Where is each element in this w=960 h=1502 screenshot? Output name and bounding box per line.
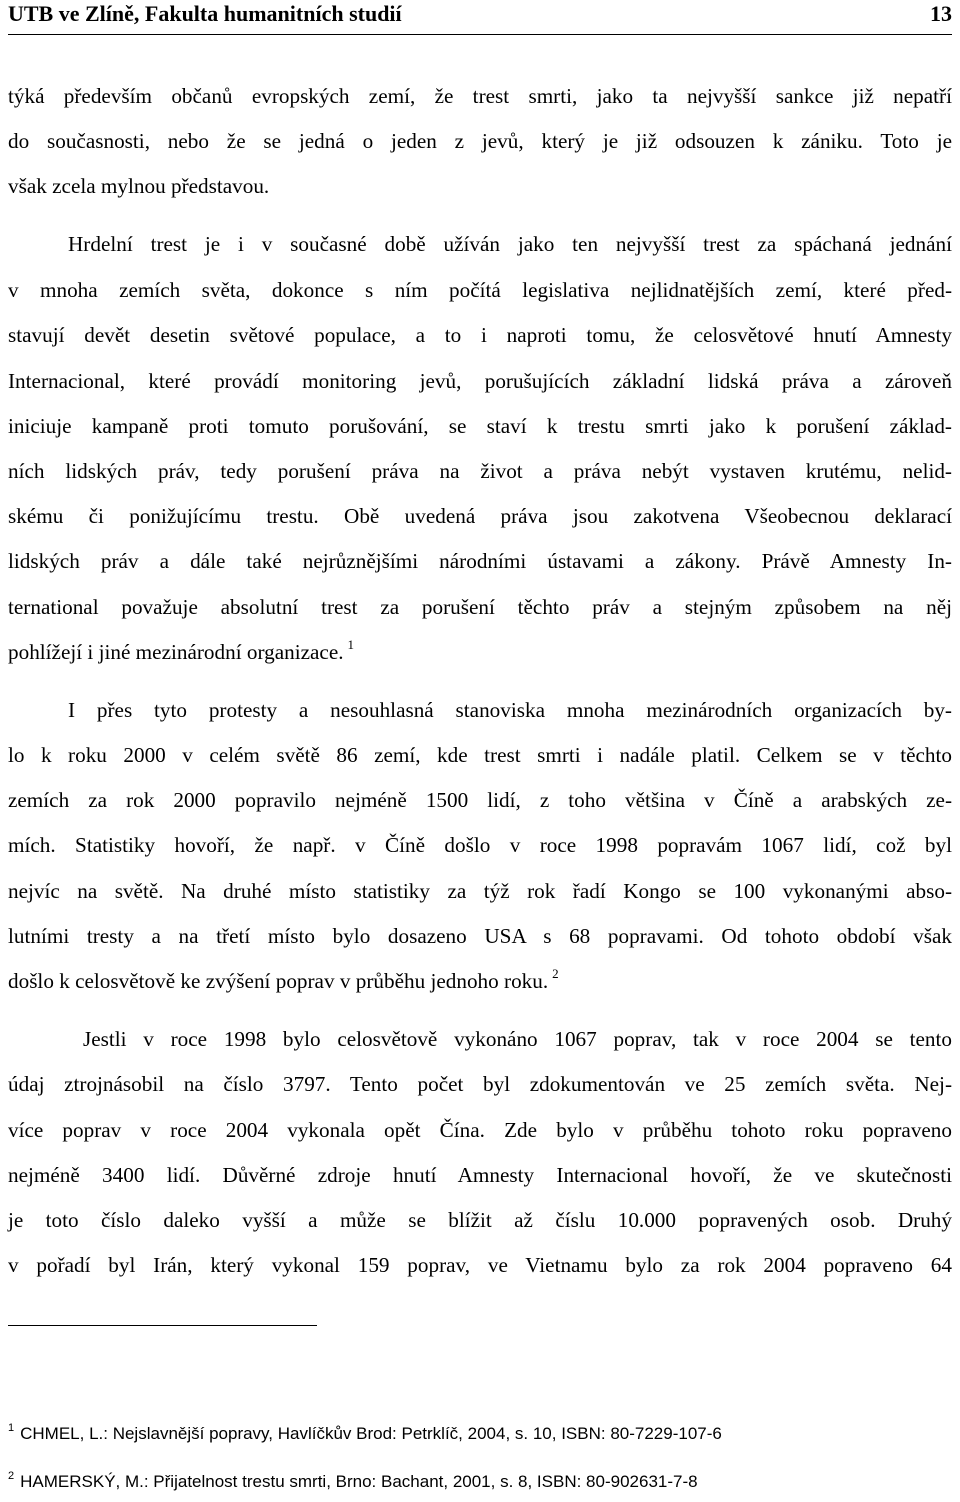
text-line: skému či ponižujícímu trestu. Obě uvedená práva jsou zakotvena Všeobecnou deklarací (8, 504, 952, 528)
page-number: 13 (930, 1, 952, 26)
paragraph-first-line: I přes tyto protesty a nesouhlasná stanoviska mnoha mezinárodních organizacích by- (68, 698, 952, 722)
footnote (8, 1423, 722, 1447)
text-line: více poprav v roce 2004 vykonala opět Čína. Zde bylo v průběhu tohoto roku popraveno (8, 1118, 952, 1142)
text-line: ternational považuje absolutní trest za porušení těchto práv a stejným způsobem na něj (8, 595, 952, 619)
text-line-with-note (8, 637, 952, 670)
footnote-reference: 2 (552, 966, 559, 981)
text-span: došlo k celosvětově ke zvýšení poprav v průběhu jednoho roku. (8, 969, 549, 993)
text-line: Internacional, které provádí monitoring jevů, porušujících základní lidská práva a zároveň (8, 369, 952, 393)
paragraph-first-line: Jestli v roce 1998 bylo celosvětově vykonáno 1067 poprav, tak v roce 2004 se tento (83, 1027, 952, 1051)
text-line: však zcela mylnou představou. (8, 174, 270, 198)
footnote-number: 1 (8, 1422, 15, 1434)
text-line: mích. Statistiky hovoří, že např. v Číně došlo v roce 1998 popravám 1067 lidí, což byl (8, 833, 952, 857)
text-line: údaj ztrojnásobil na číslo 3797. Tento počet byl zdokumentován ve 25 zemích světa. Nej- (8, 1072, 952, 1096)
footnote-separator (8, 1325, 317, 1326)
footnote-text: CHMEL, L.: Nejslavnější popravy, Havlíčkův Brod: Petrklíč, 2004, s. 10, ISBN: 80-7229-107-6 (20, 1424, 722, 1443)
text-line: do současnosti, nebo že se jedná o jeden z jevů, který je již odsouzen k zániku. Toto je (8, 129, 952, 153)
text-line: je toto číslo daleko vyšší a může se blížit až číslu 10.000 popravených osob. Druhý (8, 1208, 952, 1232)
text-line: iniciuje kampaně proti tomuto porušování, se staví k trestu smrti jako k porušení základ- (8, 414, 952, 438)
text-line: lutními tresty a na třetí místo bylo dosazeno USA s 68 popravami. Od tohoto období však (8, 924, 952, 948)
footnote (8, 1471, 698, 1495)
text-line: zemích za rok 2000 popravilo nejméně 1500 lidí, z toho většina v Číně a arabských ze- (8, 788, 952, 812)
footnote-number: 2 (8, 1470, 15, 1482)
header-title: UTB ve Zlíně, Fakulta humanitních studií (8, 1, 402, 26)
footnote-reference: 1 (347, 637, 355, 652)
text-span: pohlížejí i jiné mezinárodní organizace. (8, 640, 344, 664)
paragraph-first-line: Hrdelní trest je i v současné době užíván jako ten nejvyšší trest za spáchaná jednání (68, 232, 952, 256)
footnote-text: HAMERSKÝ, M.: Přijatelnost trestu smrti, Brno: Bachant, 2001, s. 8, ISBN: 80-902631-7-8 (20, 1472, 698, 1491)
text-line: lidských práv a dále také nejrůznějšími národními ústavami a zákony. Právě Amnesty In- (8, 549, 952, 573)
text-line: týká především občanů evropských zemí, že trest smrti, jako ta nejvyšší sankce již nepatří (8, 84, 952, 108)
text-line: stavují devět desetin světové populace, a to i naproti tomu, že celosvětové hnutí Amnesty (8, 323, 952, 347)
text-line: lo k roku 2000 v celém světě 86 zemí, kde trest smrti i nadále platil. Celkem se v těchto (8, 743, 952, 767)
text-line-with-note (8, 966, 952, 999)
text-line: ních lidských práv, tedy porušení práva na život a práva nebýt vystaven krutému, nelid- (8, 459, 952, 483)
text-line: v mnoha zemích světa, dokonce s ním počítá legislativa nejlidnatějších zemí, které před- (8, 278, 952, 302)
text-line: v pořadí byl Irán, který vykonal 159 poprav, ve Vietnamu bylo za rok 2004 popraveno 64 (8, 1253, 952, 1277)
page-header (8, 0, 952, 35)
text-line: nejméně 3400 lidí. Důvěrné zdroje hnutí Amnesty Internacional hovoří, že ve skutečnosti (8, 1163, 952, 1187)
text-line: nejvíc na světě. Na druhé místo statistiky za týž rok řadí Kongo se 100 vykonanými abso- (8, 879, 952, 903)
